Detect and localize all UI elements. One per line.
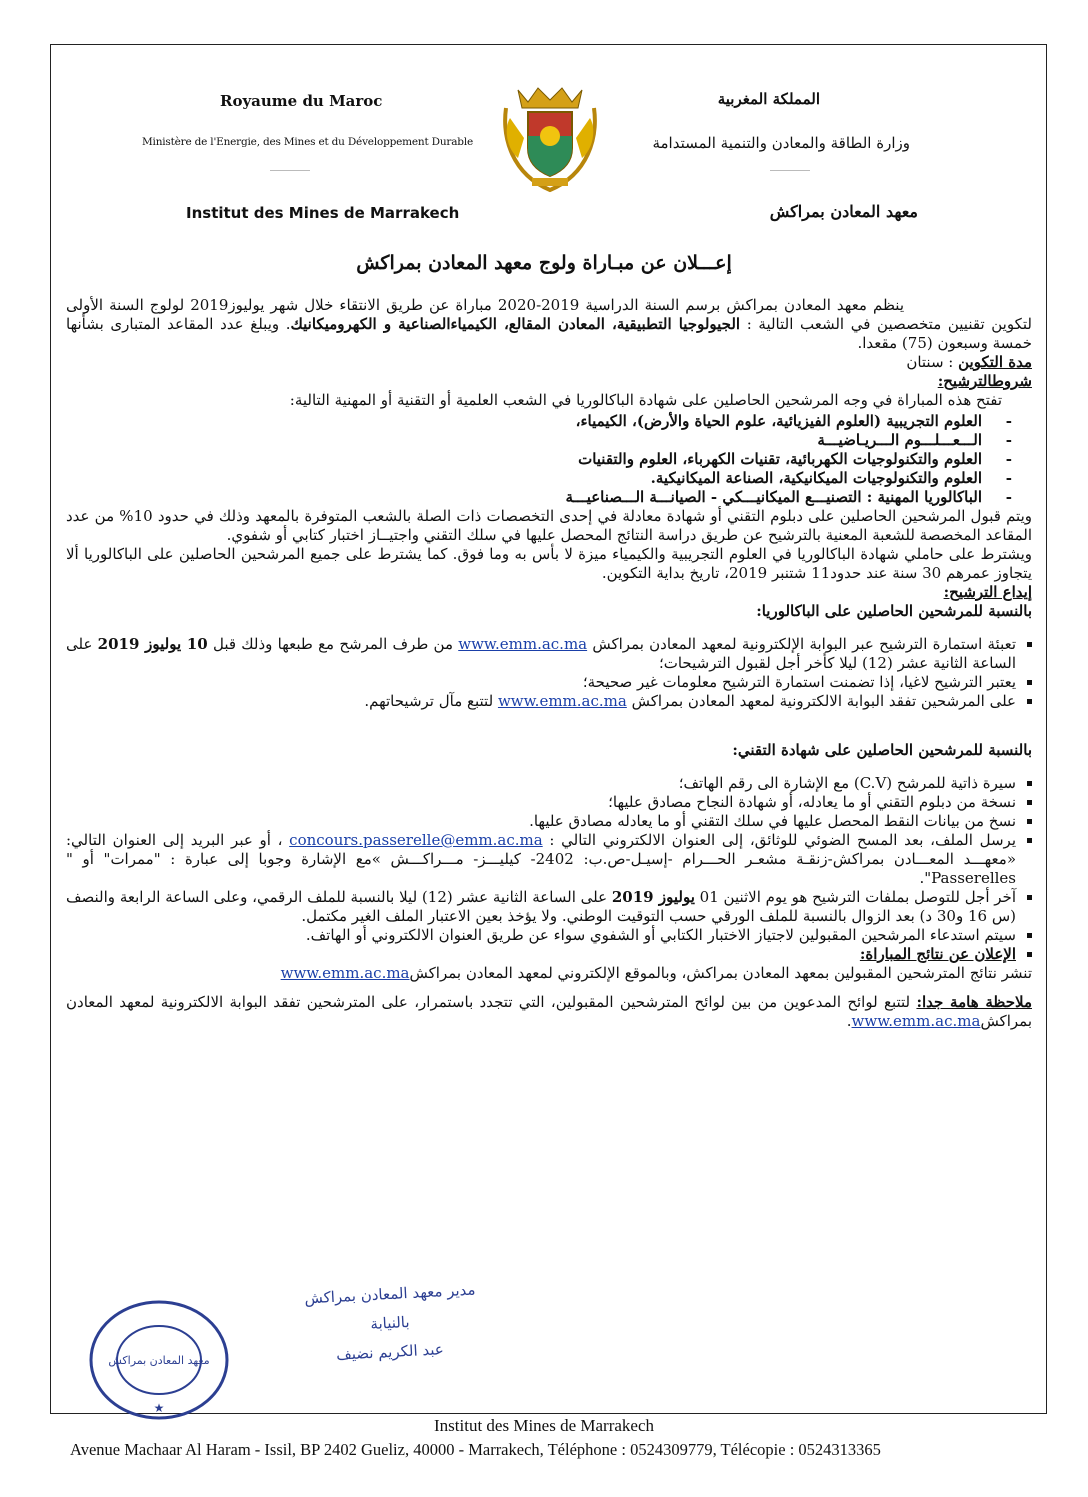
footer-institute: Institut des Mines de Marrakech xyxy=(434,1416,654,1435)
announcement-title: إعـــلان عن مبـاراة ولوج معهد المعادن بمراكش xyxy=(356,252,732,274)
list-item: نسخة من دبلوم التقني أو ما يعادله، أو شهادة النجاح مصادق عليها؛ xyxy=(66,793,1032,812)
list-item: نسخ من بيانات النقط المحصل عليها في سلك التقني أو ما يعادله مصادق عليها. xyxy=(66,812,1032,831)
footer-address: Avenue Machaar Al Haram - Issil, BP 2402 Gueliz, 40000 - Marrakech, Téléphone : 0524309779, Télécopie : 0524313365 xyxy=(70,1440,881,1459)
tech-requirements-list xyxy=(66,774,1032,964)
divider xyxy=(770,170,810,171)
tech-heading: بالنسبة للمرشحين الحاصلين على شهادة التقني: xyxy=(732,741,1032,759)
institute-name-ar: معهد المعادن بمراكش xyxy=(769,202,918,221)
website-link[interactable]: www.emm.ac.ma xyxy=(458,635,588,653)
list-item: - الـــعـــلـــوم الـــريـاضيـــة xyxy=(66,431,1012,450)
list-item: - الباكالوريا المهنية : التصنيـــع الميكانيـــكي - الصيانـــة الـــصناعيـــة xyxy=(66,488,1012,507)
email-link[interactable]: concours.passerelle@emm.ac.ma xyxy=(289,831,543,849)
website-link[interactable]: www.emm.ac.ma xyxy=(851,1012,981,1030)
list-item: يعتبر الترشيح لاغيا، إذا تضمنت استمارة الترشيح معلومات غير صحيحة؛ xyxy=(66,673,1032,692)
intro-paragraph: ينظم معهد المعادن بمراكش برسم السنة الدراسية 2019-2020 مباراة عن طريق الانتقاء خلال شهر يوليوز2019 لولوج السنة الأولى لتكوين تقنيين متخصصين في الشعب التالية : الجيولوجيا التطبيقية، المعادن المقالع، الكيمياءالصناعية و الكهروميكانيك. ويبلغ عدد المقاعد المتبارى بشأنها خمسة وسبعون (75) مقعدا. xyxy=(66,296,1032,352)
list-item: على المرشحين تفقد البوابة الالكترونية لمعهد المعادن بمراكش www.emm.ac.ma لتتبع مآل ترشيحاتهم. xyxy=(66,692,1032,711)
bac-heading: بالنسبة للمرشحين الحاصلين على الباكالوريا: xyxy=(756,602,1032,620)
header-ar-ministry: وزارة الطاقة والمعادن والتنمية المستدامة xyxy=(652,134,910,152)
stamp-text: معهد المعادن بمراكش xyxy=(108,1354,210,1367)
moroccan-coat-of-arms-icon xyxy=(498,78,602,196)
header-ar-kingdom: المملكة المغربية xyxy=(717,90,820,108)
svg-text:★: ★ xyxy=(153,1401,165,1415)
duration-line: مدة التكوين : سنتان xyxy=(906,353,1032,371)
results-heading: الإعلان عن نتائج المباراة: xyxy=(66,945,1032,964)
signature-title: مدير معهد المعادن بمراكش xyxy=(304,1280,476,1308)
important-note: ملاحظة هامة جدا: لتتبع لوائح المدعوين من بين لوائح المترشحين المقبولين، التي تتجدد باستمرار، على المترشحين تفقد البوابة الالكترونية لمعهد المعادن بمراكشwww.emm.ac.ma. xyxy=(66,993,1032,1030)
official-stamp xyxy=(84,1296,234,1424)
bac-requirements-list xyxy=(66,635,1032,711)
grade-note: ويشترط على حاملي شهادة الباكالوريا في العلوم التجريبية والكيمياء ميزة لا بأس به وما فوق. كما يشترط على جميع المرشحين الحاصلين على الباكالوريا ألا يتجاوز عمرهم 30 سنة عند حدود11 شتنبر 2019، تاريخ بداية التكوين. xyxy=(66,545,1032,582)
results-text: تنشر نتائج المترشحين المقبولين بمعهد المعادن بمراكش، وبالموقع الإلكتروني لمعهد المعادن بمراكشwww.emm.ac.ma xyxy=(280,964,1032,982)
conditions-text: تفتح هذه المباراة في وجه المرشحين الحاصلين على شهادة الباكالوريا في الشعب العلمية أو التقنية أو المهنية التالية: xyxy=(289,391,1002,409)
list-item: سيرة ذاتية للمرشح (C.V) مع الإشارة الى رقم الهاتف؛ xyxy=(66,774,1032,793)
list-item: - العلوم والتكنولوجيات الكهربائية، تقنيات الكهرباء، العلوم والتقنيات xyxy=(66,450,1012,469)
list-item: آخر أجل للتوصل بملفات الترشيح هو يوم الاثنين 01 يوليوز 2019 على الساعة الثانية عشر (12) ليلا بالنسبة للملف الرقمي، وعلى الساعة الرابعة والنصف (س 16 و30 د) بعد الزوال بالنسبة للملف الورقي حسب التوقيت الوطني. ولا يؤخذ بعين الاعتبار الملف الغير مكتمل. xyxy=(66,888,1032,926)
website-link[interactable]: www.emm.ac.ma xyxy=(280,964,410,982)
deposit-heading: إيداع الترشيح: xyxy=(943,583,1032,601)
technician-note: ويتم قبول المرشحين الحاصلين على دبلوم التقني أو شهادة معادلة في إحدى التخصصات ذات الصلة بالشعب المتوفرة بالمعهد وذلك في حدود 10% من عدد المقاعد المخصصة للشعبة المعنية بالترشيح عن طريق دراسة النتائج المحصل عليها في سلك التقني واجتيــاز اختبار كتابي أو شفوي. xyxy=(66,507,1033,544)
list-item: تعبئة استمارة الترشيح عبر البوابة الإلكترونية لمعهد المعادن بمراكش www.emm.ac.ma من طرف المرشح مع طبعها وذلك قبل 10 يوليوز 2019 على الساعة الثانية عشر (12) ليلا كأخر أجل لقبول الترشيحات؛ xyxy=(66,635,1032,673)
signature-name: عبد الكريم نضيف xyxy=(335,1340,445,1364)
divider xyxy=(270,170,310,171)
announcement-body xyxy=(66,296,1032,1031)
conditions-heading: شروطالترشيح: xyxy=(937,372,1032,390)
bac-streams-list xyxy=(66,412,1032,507)
signature-role: بالنيابة xyxy=(369,1312,410,1334)
list-item: - العلوم التجريبية (العلوم الفيزيائية، علوم الحياة والأرض)، الكيمياء، xyxy=(66,412,1012,431)
list-item: يرسل الملف، بعد المسح الضوئي للوثائق، إلى العنوان الالكتروني التالي : concours.passerelle@emm.ac.ma ، أو عبر البريد إلى العنوان التالي: «معهـــد المعـــادن بمراكش-زنقـة مشعـر الحـــرام -إسيـل-ص.ب: 2402- كيليـــز- مـــراكـــش »مع الإشارة وجوبا إلى عبارة : "ممرات" أو " Passerelles". xyxy=(66,831,1032,888)
list-item: سيتم استدعاء المرشحين المقبولين لاجتياز الاختبار الكتابي أو الشفوي سواء عن طريق العنوان الالكتروني أو الهاتف. xyxy=(66,926,1032,945)
header-fr-ministry: Ministère de l'Energie, des Mines et du Développement Durable xyxy=(142,136,473,148)
website-link[interactable]: www.emm.ac.ma xyxy=(497,692,627,710)
list-item: - العلوم والتكنولوجيات الميكانيكية، الصناعة الميكانيكية. xyxy=(66,469,1012,488)
director-signature xyxy=(270,1280,510,1367)
institute-name-fr: Institut des Mines de Marrakech xyxy=(186,204,460,222)
header-fr-kingdom: Royaume du Maroc xyxy=(220,92,383,110)
